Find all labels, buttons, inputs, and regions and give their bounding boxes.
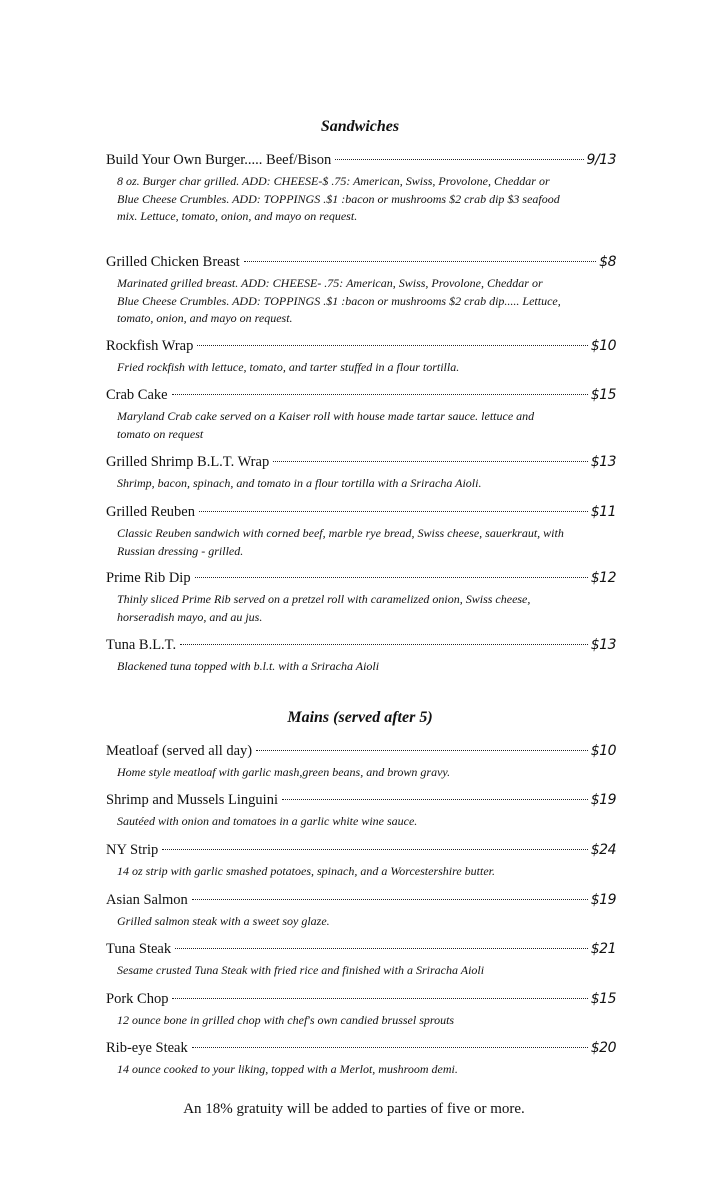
item-name: Grilled Chicken Breast: [106, 254, 240, 270]
item-price: $8: [599, 254, 616, 270]
item-name: Grilled Shrimp B.L.T. Wrap: [106, 454, 270, 470]
menu-item: [106, 338, 616, 377]
item-price: $10: [590, 338, 616, 354]
item-price: $12: [590, 570, 616, 586]
mains-heading: Mains (served after 5): [287, 709, 433, 726]
item-price: $24: [590, 842, 616, 858]
dot-leader: [195, 577, 588, 578]
gratuity-note: An 18% gratuity will be added to parties of five or more.: [183, 1101, 525, 1117]
item-name: Pork Chop: [106, 991, 169, 1007]
item-description: Blackened tuna topped with b.l.t. with a Sriracha Aioli: [117, 659, 380, 673]
item-description: Marinated grilled breast. ADD: CHEESE- .75: American, Swiss, Provolone, Cheddar or Blue Cheese Crumbles. ADD: TOPPINGS .$1 :bacon or mushrooms $2 crab dip..... Lettuce, tomato, onion, and mayo on request.: [117, 276, 561, 325]
item-name: NY Strip: [106, 842, 159, 858]
item-price: $21: [590, 941, 616, 957]
menu-item: [106, 743, 616, 782]
item-price: $11: [590, 504, 616, 520]
dot-leader: [175, 948, 588, 949]
item-description: 14 ounce cooked to your liking, topped with a Merlot, mushroom demi.: [117, 1062, 458, 1076]
item-description: Fried rockfish with lettuce, tomato, and tarter stuffed in a flour tortilla.: [117, 360, 460, 374]
item-name: Rib-eye Steak: [106, 1040, 188, 1056]
item-name: Asian Salmon: [106, 892, 188, 908]
dot-leader: [199, 511, 588, 512]
dot-leader: [335, 159, 583, 160]
item-description: 14 oz strip with garlic smashed potatoes, spinach, and a Worcestershire butter.: [117, 864, 495, 878]
menu-item: [106, 941, 616, 980]
dot-leader: [180, 644, 588, 645]
menu-item: [106, 254, 616, 328]
item-price: $15: [590, 387, 616, 403]
dot-leader: [162, 849, 588, 850]
dot-leader: [172, 998, 587, 999]
item-description: Thinly sliced Prime Rib served on a pretzel roll with caramelized onion, Swiss cheese, horseradish mayo, and au jus.: [117, 592, 531, 624]
dot-leader: [256, 750, 588, 751]
item-description: Sesame crusted Tuna Steak with fried rice and finished with a Sriracha Aioli: [117, 963, 485, 977]
dot-leader: [192, 1047, 588, 1048]
menu-item: [106, 637, 616, 676]
dot-leader: [197, 345, 587, 346]
menu-item: [106, 991, 616, 1030]
menu-item: [106, 504, 616, 560]
item-price: 9/13: [586, 152, 616, 168]
item-description: Shrimp, bacon, spinach, and tomato in a flour tortilla with a Sriracha Aioli.: [117, 476, 482, 490]
item-price: $10: [590, 743, 616, 759]
dot-leader: [244, 261, 596, 262]
item-price: $13: [590, 637, 616, 653]
menu-item: [106, 152, 616, 226]
item-name: Tuna Steak: [106, 941, 172, 957]
item-name: Grilled Reuben: [106, 504, 195, 520]
menu-item: [106, 570, 616, 626]
item-description: Sautéed with onion and tomatoes in a garlic white wine sauce.: [117, 814, 418, 828]
item-price: $19: [590, 792, 616, 808]
menu-item: [106, 454, 616, 493]
dot-leader: [172, 394, 588, 395]
item-description: Home style meatloaf with garlic mash,green beans, and brown gravy.: [117, 765, 451, 779]
menu-item: [106, 892, 616, 931]
item-price: $19: [590, 892, 616, 908]
item-description: 8 oz. Burger char grilled. ADD: CHEESE-$ .75: American, Swiss, Provolone, Cheddar or Blue Cheese Crumbles. ADD: TOPPINGS .$1 :bacon or mushrooms $2 crab dip $3 seafood mix. Lettuce, tomato, onion, and mayo on request.: [117, 174, 560, 223]
menu-item: [106, 792, 616, 831]
menu-item: [106, 1040, 616, 1079]
menu-item: [106, 387, 616, 443]
item-price: $15: [590, 991, 616, 1007]
item-description: Classic Reuben sandwich with corned beef, marble rye bread, Swiss cheese, sauerkraut, with Russian dressing - grilled.: [117, 526, 564, 558]
item-name: Build Your Own Burger..... Beef/Bison: [106, 152, 332, 168]
item-description: 12 ounce bone in grilled chop with chef's own candied brussel sprouts: [117, 1013, 455, 1027]
dot-leader: [273, 461, 588, 462]
item-name: Rockfish Wrap: [106, 338, 194, 354]
item-price: $20: [590, 1040, 616, 1056]
item-description: Maryland Crab cake served on a Kaiser roll with house made tartar sauce. lettuce and tomato on request: [117, 409, 535, 441]
item-name: Prime Rib Dip: [106, 570, 191, 586]
item-name: Tuna B.L.T.: [106, 637, 177, 653]
item-price: $13: [590, 454, 616, 470]
item-name: Meatloaf (served all day): [106, 743, 253, 759]
sandwiches-heading: Sandwiches: [320, 118, 400, 135]
item-name: Crab Cake: [106, 387, 168, 403]
item-description: Grilled salmon steak with a sweet soy glaze.: [117, 914, 330, 928]
dot-leader: [282, 799, 588, 800]
item-name: Shrimp and Mussels Linguini: [106, 792, 278, 808]
dot-leader: [192, 899, 588, 900]
menu-item: [106, 842, 616, 881]
